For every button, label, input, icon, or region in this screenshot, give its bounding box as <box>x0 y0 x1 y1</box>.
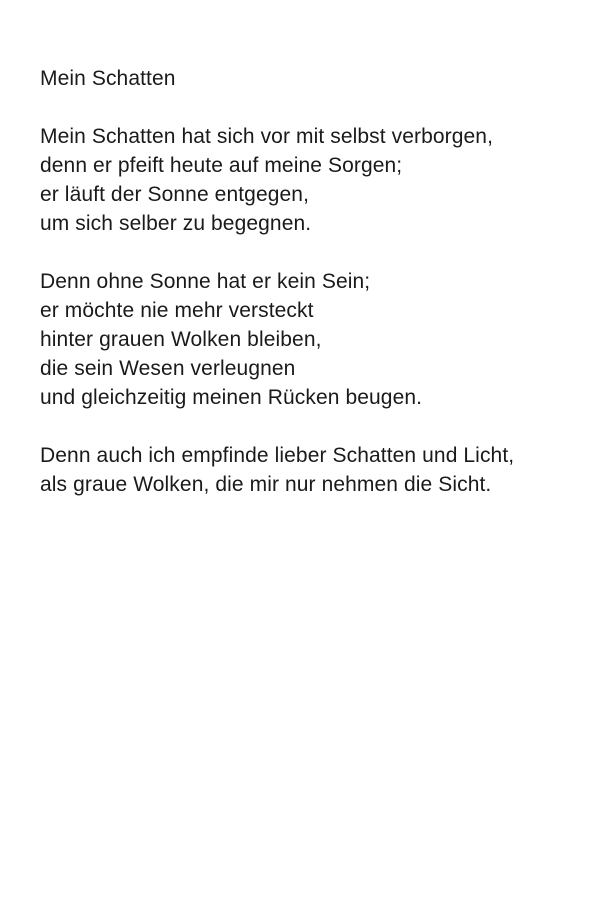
stanza-1 <box>40 122 585 238</box>
poem <box>40 64 585 528</box>
poem-line: Mein Schatten hat sich vor mit selbst verborgen, <box>40 125 494 148</box>
poem-line: er läuft der Sonne entgegen, <box>40 183 310 206</box>
poem-line: Denn auch ich empfinde lieber Schatten und Licht, <box>40 444 515 467</box>
stanza-3 <box>40 441 585 499</box>
poem-title: Mein Schatten <box>40 67 176 90</box>
poem-line: er möchte nie mehr versteckt <box>40 299 314 322</box>
poem-line: die sein Wesen verleugnen <box>40 357 296 380</box>
poem-line: denn er pfeift heute auf meine Sorgen; <box>40 154 403 177</box>
poem-line: hinter grauen Wolken bleiben, <box>40 328 322 351</box>
poem-line: um sich selber zu begegnen. <box>40 212 312 235</box>
poem-line: Denn ohne Sonne hat er kein Sein; <box>40 270 371 293</box>
poem-line: und gleichzeitig meinen Rücken beugen. <box>40 386 423 409</box>
poem-line: als graue Wolken, die mir nur nehmen die Sicht. <box>40 473 492 496</box>
stanza-2 <box>40 267 585 412</box>
